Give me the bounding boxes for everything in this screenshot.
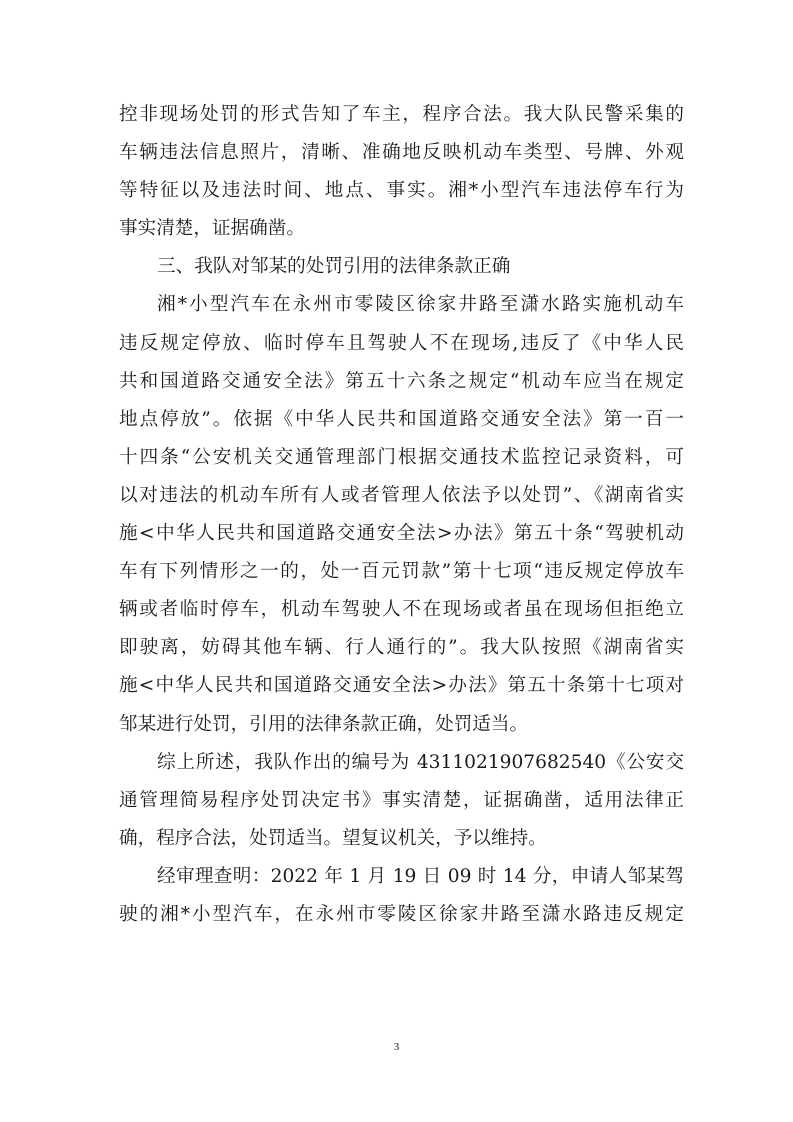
text-line: 三、我队对邹某的处罚引用的法律条款正确 xyxy=(157,256,511,278)
text-line: 施<中华人民共和国道路交通安全法>办法》第五十条第十七项对 xyxy=(119,675,684,697)
text-line: 施<中华人民共和国道路交通安全法>办法》第五十条“驾驶机动 xyxy=(119,523,684,545)
text-line: 共和国道路交通安全法》第五十六条之规定“机动车应当在规定 xyxy=(119,370,684,392)
text-line: 确，程序合法，处罚适当。望复议机关，予以维持。 xyxy=(119,827,547,849)
text-line: 经审理查明：2022 年 1 月 19 日 09 时 14 分，申请人邹某驾 xyxy=(157,865,684,887)
text-line: 控非现场处罚的形式告知了车主，程序合法。我大队民警采集的 xyxy=(119,104,684,125)
text-line: 事实清楚，证据确凿。 xyxy=(119,218,305,240)
text-line: 湘*小型汽车在永州市零陵区徐家井路至潇水路实施机动车 xyxy=(157,294,684,316)
body-text xyxy=(119,96,684,934)
text-line: 辆或者临时停车，机动车驾驶人不在现场或者虽在现场但拒绝立 xyxy=(119,599,684,621)
text-line: 车辆违法信息照片，清晰、准确地反映机动车类型、号牌、外观 xyxy=(119,142,684,164)
text-line: 以对违法的机动车所有人或者管理人依法予以处罚”、《湖南省实 xyxy=(119,484,684,506)
text-line: 驶的湘*小型汽车，在永州市零陵区徐家井路至潇水路违反规定 xyxy=(119,903,684,925)
text-line: 综上所述，我队作出的编号为 4311021907682540《公安交 xyxy=(157,751,684,773)
text-line: 通管理简易程序处罚决定书》事实清楚，证据确凿，适用法律正 xyxy=(119,789,684,811)
text-line: 等特征以及违法时间、地点、事实。湘*小型汽车违法停车行为 xyxy=(119,180,684,202)
text-line: 即驶离，妨碍其他车辆、行人通行的”。我大队按照《湖南省实 xyxy=(119,637,684,659)
text-line: 十四条“公安机关交通管理部门根据交通技术监控记录资料，可 xyxy=(119,446,684,468)
page-number: 3 xyxy=(393,1041,400,1053)
text-line: 地点停放”。依据《中华人民共和国道路交通安全法》第一百一 xyxy=(119,408,684,430)
text-line: 邹某进行处罚，引用的法律条款正确，处罚适当。 xyxy=(119,713,529,735)
text-line: 违反规定停放、临时停车且驾驶人不在现场,违反了《中华人民 xyxy=(119,332,684,354)
text-line: 车有下列情形之一的，处一百元罚款”第十七项“违反规定停放车 xyxy=(119,561,684,583)
